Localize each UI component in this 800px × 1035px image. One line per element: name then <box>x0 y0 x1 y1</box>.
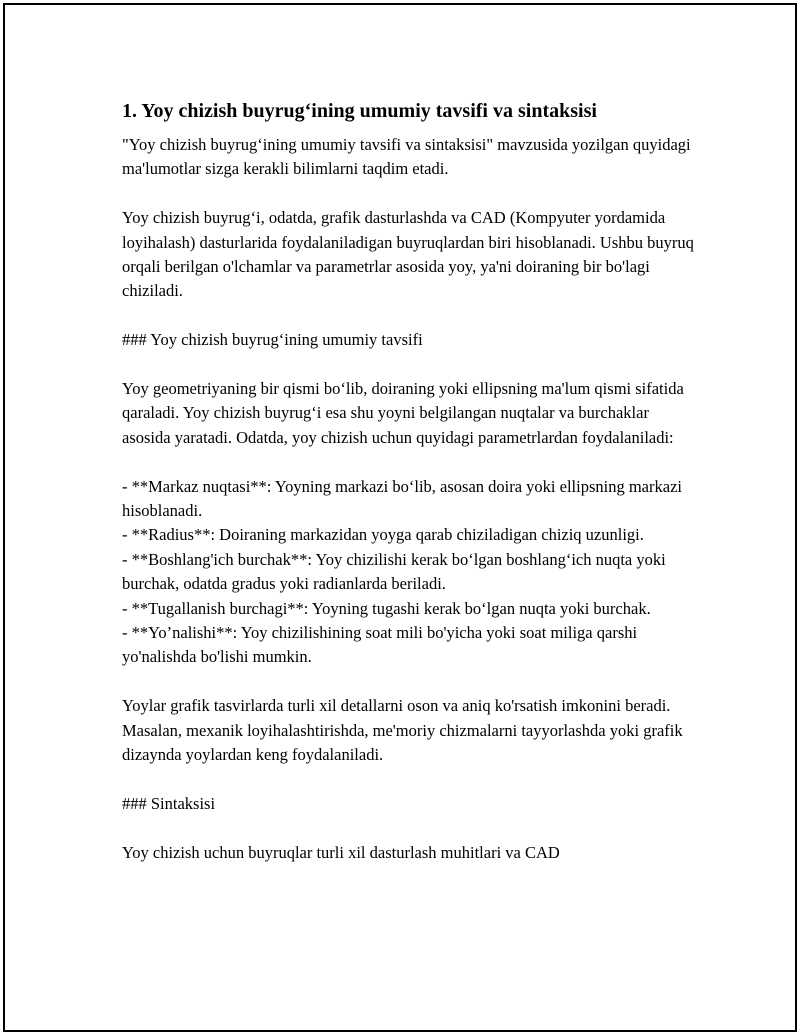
definition-paragraph: Yoy chizish buyrug‘i, odatda, grafik dasturlashda va CAD (Kompyuter yordamida loyihalash) dasturlarida foydalaniladigan buyruqlardan biri hisoblanadi. Ushbu buyruq orqali berilgan o'lchamlar va parametrlar asosida yoy, ya'ni doiraning bir bo'lagi chiziladi. <box>122 208 694 301</box>
list-item: - **Tugallanish burchagi**: Yoyning tugashi kerak bo‘lgan nuqta yoki burchak. <box>122 598 651 618</box>
list-item: - **Boshlang'ich burchak**: Yoy chizilishi kerak bo‘lgan boshlang‘ich nuqta yoki burchak, odatda gradus yoki radianlarda beriladi. <box>122 549 666 594</box>
list-item: - **Radius**: Doiraning markazidan yoyga qarab chiziladigan chiziq uzunligi. <box>122 525 644 545</box>
document-title: 1. Yoy chizish buyrug‘ining umumiy tavsifi va sintaksisi <box>122 100 597 122</box>
section-heading-syntax: ### Sintaksisi <box>122 793 216 813</box>
list-item: - **Markaz nuqtasi**: Yoyning markazi bo‘lib, asosan doira yoki ellipsning markazi hisoblanadi. <box>122 476 682 521</box>
usage-paragraph: Yoylar grafik tasvirlarda turli xil detallarni oson va aniq ko'rsatish imkonini beradi. Masalan, mexanik loyihalashtirishda, me'moriy chizmalarni tayyorlashda yoki grafik dizaynda yoylardan keng foydalaniladi. <box>122 696 683 765</box>
syntax-paragraph: Yoy chizish uchun buyruqlar turli xil dasturlash muhitlari va CAD <box>122 842 560 862</box>
section-heading-description: ### Yoy chizish buyrug‘ining umumiy tavsifi <box>122 330 423 350</box>
page <box>3 3 797 1032</box>
document-body <box>119 97 699 865</box>
parameters-list <box>122 475 699 670</box>
list-item: - **Yo’nalishi**: Yoy chizilishining soat mili bo'yicha yoki soat miliga qarshi yo'nalishda bo'lishi mumkin. <box>122 623 638 667</box>
parameters-paragraph: Yoy geometriyaning bir qismi bo‘lib, doiraning yoki ellipsning ma'lum qismi sifatida qaraladi. Yoy chizish buyrug‘i esa shu yoyni belgilangan nuqtalar va burchaklar asosida yaratadi. Odatda, yoy chizish uchun quyidagi parametrlardan foydalaniladi: <box>122 379 684 447</box>
intro-paragraph: "Yoy chizish buyrug‘ining umumiy tavsifi va sintaksisi" mavzusida yozilgan quyidagi ma'lumotlar sizga kerakli bilimlarni taqdim etadi. <box>122 135 691 179</box>
